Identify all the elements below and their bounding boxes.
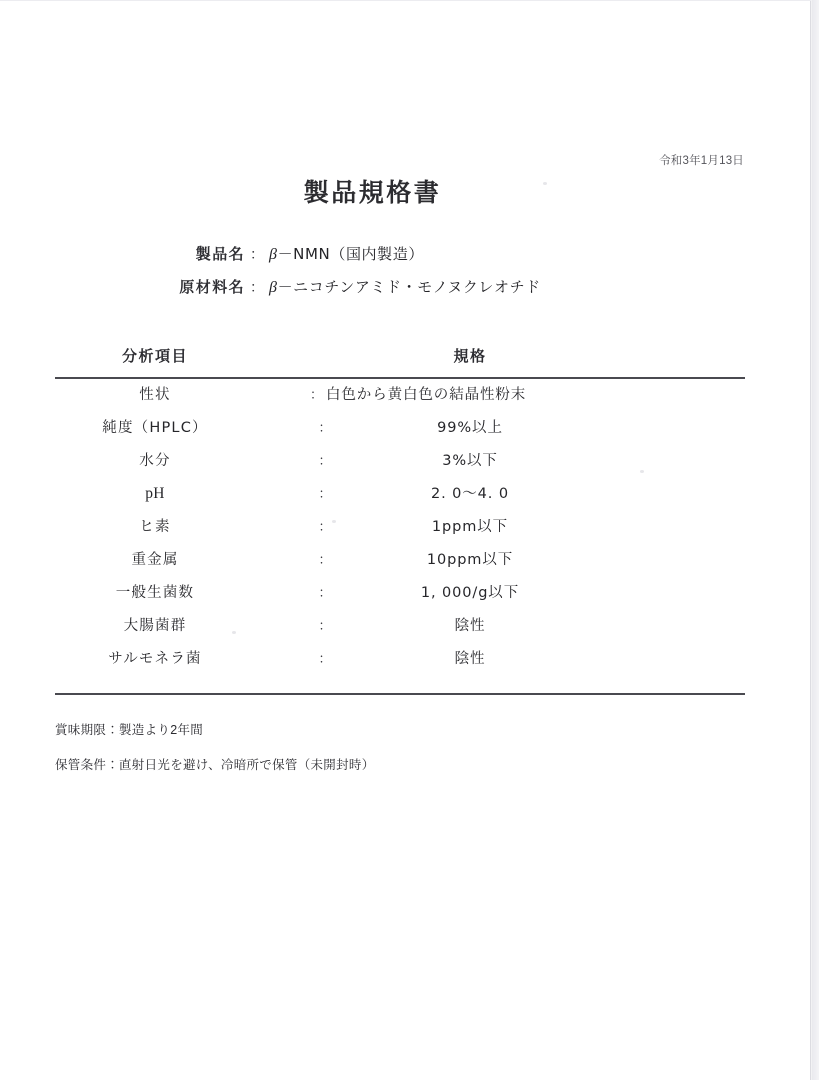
table-row: [0, 416, 811, 449]
meta-value: [269, 276, 541, 297]
table-row: [0, 482, 811, 515]
cell-analysis-item: pH: [145, 485, 165, 502]
cell-specification: 1ppm以下: [431, 519, 509, 535]
meta-colon: ：: [250, 248, 264, 263]
cell-specification: 1, 000/g以下: [420, 585, 520, 601]
cell-specification: 3%以下: [442, 453, 498, 469]
cell-specification: 99%以上: [437, 420, 503, 436]
cell-analysis-item: 水分: [139, 453, 171, 469]
cell-specification: 2. 0〜4. 0: [431, 486, 509, 502]
document-date: 令和3年1月13日: [659, 155, 744, 167]
page-top-edge: [0, 0, 811, 1]
cell-specification: 10ppm以下: [426, 552, 514, 568]
column-header-spec: 規格: [453, 347, 487, 365]
cell-analysis-item: 純度（HPLC）: [102, 420, 208, 436]
cell-specification: 白色から黄白色の結晶性粉末: [326, 387, 527, 403]
product-meta-block: [0, 243, 811, 309]
table-row: [0, 449, 811, 482]
cell-colon: ：: [318, 420, 332, 435]
table-row: [0, 548, 811, 581]
page-right-shadow: [812, 0, 819, 1080]
meta-value-text: －ニコチンアミド・モノヌクレオチド: [277, 278, 541, 296]
cell-colon: ：: [318, 585, 332, 600]
cell-analysis-item: サルモネラ菌: [108, 651, 202, 667]
meta-value: [269, 243, 424, 264]
meta-row: [0, 243, 811, 276]
cell-analysis-item: 性状: [139, 387, 171, 403]
column-header-item: 分析項目: [121, 347, 188, 365]
cell-colon: ：: [318, 651, 332, 666]
meta-colon: ：: [250, 281, 264, 296]
note-line: 賞味期限：製造より2年間: [55, 723, 204, 737]
table-body: [0, 379, 811, 680]
cell-colon: ：: [318, 453, 332, 468]
beta-symbol: β: [269, 246, 278, 263]
meta-label: 原材料名: [179, 278, 245, 296]
cell-specification: 陰性: [454, 651, 486, 667]
table-row: [0, 614, 811, 647]
table-row: [0, 581, 811, 614]
table-row: [0, 515, 811, 548]
table-bottom-rule: [55, 693, 745, 695]
meta-row: [0, 276, 811, 309]
table-row: [0, 647, 811, 680]
note-line: 保管条件：直射日光を避け、冷暗所で保管（未開封時）: [55, 758, 375, 772]
meta-label: 製品名: [195, 245, 245, 263]
cell-analysis-item: ヒ素: [139, 519, 171, 535]
cell-colon: ：: [318, 519, 332, 534]
cell-colon: ：: [318, 618, 332, 633]
footer-notes: [55, 720, 755, 790]
cell-analysis-item: 重金属: [131, 552, 179, 568]
cell-analysis-item: 大腸菌群: [123, 618, 187, 634]
specification-table: [0, 345, 811, 695]
page-title: 製品規格書: [303, 178, 442, 207]
cell-colon: ：: [310, 387, 324, 402]
beta-symbol: β: [269, 279, 278, 296]
table-row: [0, 383, 811, 416]
cell-colon: ：: [318, 552, 332, 567]
cell-specification: 陰性: [454, 618, 486, 634]
table-header-row: [0, 345, 811, 375]
cell-colon: ：: [318, 486, 332, 501]
meta-value-text: －NMN（国内製造）: [277, 245, 424, 263]
cell-analysis-item: 一般生菌数: [115, 585, 195, 601]
